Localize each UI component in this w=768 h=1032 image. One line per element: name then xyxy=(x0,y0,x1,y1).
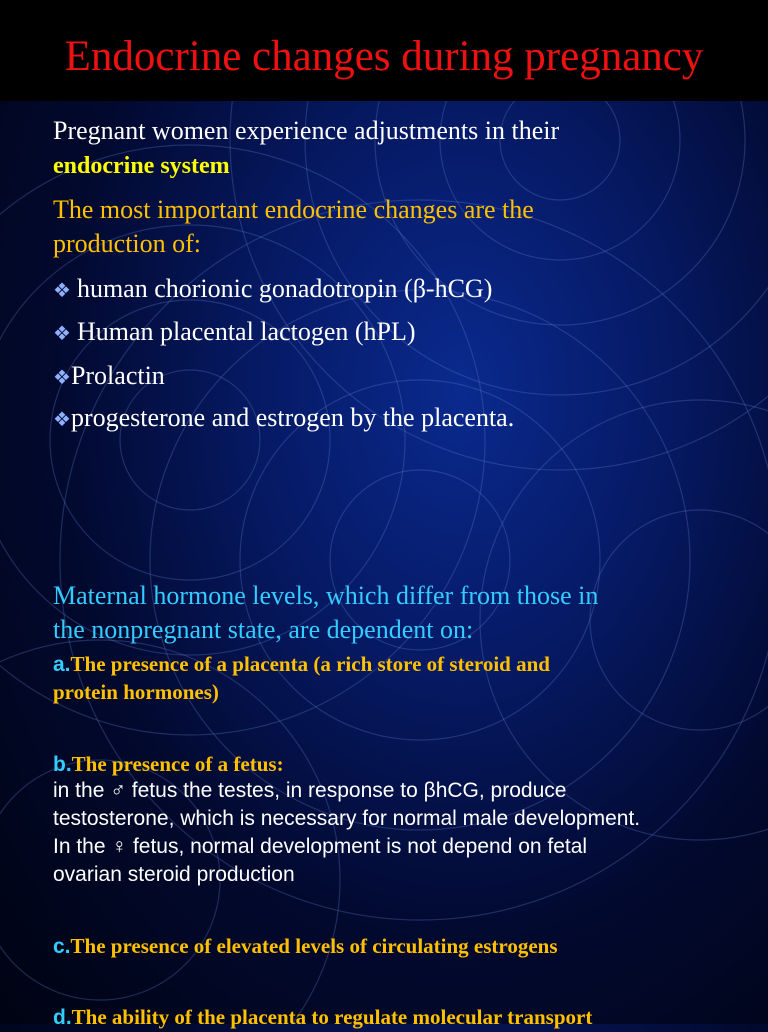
changes-line-1: The most important endocrine changes are the xyxy=(53,195,534,224)
factor-a-line-1: The presence of a placenta (a rich store of steroid and xyxy=(70,652,550,676)
slide-title: Endocrine changes during pregnancy xyxy=(64,33,704,80)
maternal-line-2: the nonpregnant state, are dependent on: xyxy=(53,615,474,644)
factor-b xyxy=(53,750,284,779)
bullet-item xyxy=(53,401,514,436)
bullet-item xyxy=(53,315,416,350)
factor-b-body-line: ovarian steroid production xyxy=(53,863,295,886)
diamond-bullet-icon: ❖ xyxy=(53,407,71,431)
diamond-bullet-icon: ❖ xyxy=(53,365,71,389)
bullet-item xyxy=(53,272,492,307)
factor-c-text: The presence of elevated levels of circulating estrogens xyxy=(70,934,558,958)
factor-a-line-2: protein hormones) xyxy=(53,680,219,704)
bullet-text: Human placental lactogen (hPL) xyxy=(76,317,416,346)
factor-b-body-line: In the ♀ fetus, normal development is not depend on fetal xyxy=(53,835,588,858)
factor-c-label: c. xyxy=(53,935,71,958)
bullet-text: progesterone and estrogen by the placenta. xyxy=(70,403,515,432)
factor-d-label: d. xyxy=(53,1006,72,1029)
intro-line-1: Pregnant women experience adjustments in their xyxy=(53,116,560,145)
changes-line-2: production of: xyxy=(53,229,202,258)
diamond-bullet-icon: ❖ xyxy=(53,321,71,345)
factor-a xyxy=(53,650,550,679)
bullet-item xyxy=(53,359,165,394)
factor-b-heading: The presence of a fetus: xyxy=(71,752,284,776)
diamond-bullet-icon: ❖ xyxy=(53,278,71,302)
factor-d-text: The ability of the placenta to regulate molecular transport xyxy=(71,1005,593,1029)
factor-b-body-line: testosterone, which is necessary for normal male development. xyxy=(53,807,641,830)
factor-d xyxy=(53,1003,592,1032)
factor-b-label: b. xyxy=(53,753,72,776)
factor-a-label: a. xyxy=(53,653,71,676)
factor-c xyxy=(53,932,558,961)
factor-b-body-line: in the ♂ fetus the testes, in response to βhCG, produce xyxy=(53,779,567,802)
bullet-text: human chorionic gonadotropin (β-hCG) xyxy=(76,274,493,303)
maternal-line-1: Maternal hormone levels, which differ from those in xyxy=(53,581,599,610)
bullet-text: Prolactin xyxy=(70,361,165,390)
intro-line-2: endocrine system xyxy=(53,153,230,179)
title-bar xyxy=(0,0,768,101)
